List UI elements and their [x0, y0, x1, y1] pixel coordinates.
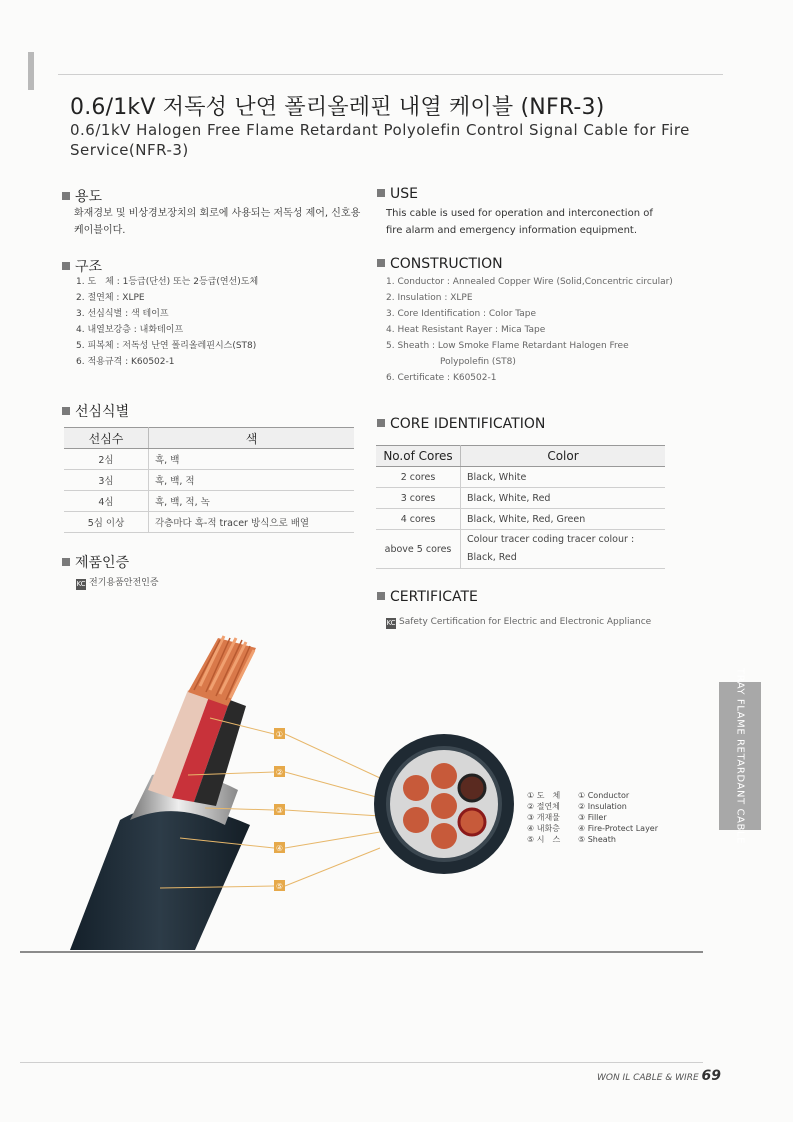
- kc-mark-icon: KC: [76, 580, 86, 588]
- legend-item: ③ Filler: [578, 813, 607, 822]
- page-title-korean: 0.6/1kV 저독성 난연 폴리올레핀 내열 케이블 (NFR-3): [70, 95, 605, 120]
- construction-ko-heading: 구조: [62, 256, 102, 276]
- legend-item: ⑤ Sheath: [578, 835, 616, 844]
- list-item: 5. 피복체 : 저독성 난연 폴리올레핀시스(ST8): [76, 341, 257, 351]
- callout-label-3: ③: [275, 806, 284, 815]
- construction-en-heading: CONSTRUCTION: [377, 256, 503, 272]
- list-item: 2. Insulation : XLPE: [386, 293, 473, 303]
- table-header: 선심수: [64, 428, 149, 449]
- table-cell: 5심 이상: [64, 512, 149, 533]
- list-item: 3. 선심식별 : 색 테이프: [76, 309, 169, 319]
- cable-cross-section: [372, 732, 522, 882]
- legend-item: ④ 내화층: [527, 824, 560, 833]
- table-header-row: [64, 428, 354, 449]
- legend-item: ① Conductor: [578, 791, 630, 800]
- table-cell: 4 cores: [376, 509, 461, 530]
- list-item: 2. 절연체 : XLPE: [76, 293, 145, 303]
- table-cell: 3 cores: [376, 488, 461, 509]
- list-item: 4. 내열보강층 : 내화테이프: [76, 325, 184, 335]
- bottom-rule: [20, 951, 703, 953]
- footer-brand: WON IL CABLE & WIRE: [596, 1073, 699, 1083]
- table-row: [376, 509, 665, 530]
- list-item: 6. Certificate : K60502-1: [386, 373, 497, 383]
- cert-en-line: [386, 614, 651, 630]
- list-item: Polypolefin (ST8): [440, 357, 516, 367]
- footer: [597, 1068, 721, 1084]
- table-row: [64, 512, 354, 533]
- list-item: 4. Heat Resistant Rayer : Mica Tape: [386, 325, 546, 335]
- list-item: 1. Conductor : Annealed Copper Wire (Solid,Concentric circular): [386, 277, 673, 287]
- cable-illustration: [60, 620, 390, 955]
- footer-rule: [20, 1062, 703, 1063]
- table-header-row: [376, 446, 665, 467]
- left-accent-bar: [28, 52, 34, 90]
- usage-en-text: This cable is used for operation and interconection of fire alarm and emergency information equipment.: [386, 208, 653, 236]
- legend-item: ② 절연체: [527, 802, 560, 811]
- table-cell: 4심: [64, 491, 149, 512]
- legend-english: [578, 790, 658, 845]
- list-item: 6. 적용규격 : K60502-1: [76, 357, 175, 367]
- section-side-tab: [719, 667, 761, 845]
- table-cell: 2 cores: [376, 467, 461, 488]
- table-cell: 2심: [64, 449, 149, 470]
- table-cell: 흑, 백: [149, 449, 355, 470]
- table-cell: 흑, 백, 적: [149, 470, 355, 491]
- copper-conductor: [188, 636, 256, 706]
- table-cell: 3심: [64, 470, 149, 491]
- sheath-layer: [70, 806, 250, 950]
- table-row: [64, 449, 354, 470]
- table-cell: above 5 cores: [376, 530, 461, 569]
- list-item: 5. Sheath : Low Smoke Flame Retardant Halogen Free: [386, 341, 629, 351]
- core-en-heading: CORE IDENTIFICATION: [377, 416, 545, 432]
- table-row: [376, 467, 665, 488]
- list-item: 1. 도 체 : 1등급(단선) 또는 2등급(연선)도체: [76, 277, 259, 287]
- side-tab-label: TRAY FLAME RETARDANT CABLE: [734, 667, 746, 845]
- table-cell: Colour tracer coding tracer colour : Black, Red: [461, 530, 666, 569]
- cross-section-leaders: [285, 734, 380, 886]
- callout-label-2: ②: [275, 768, 284, 777]
- core-en-table: [376, 445, 665, 569]
- table-cell: Black, White, Red, Green: [461, 509, 666, 530]
- core-ko-heading: 선심식별: [62, 401, 129, 421]
- legend-item: ③ 개재물: [527, 813, 560, 822]
- table-row: [64, 470, 354, 491]
- table-row: [376, 488, 665, 509]
- construction-en-list: [386, 274, 686, 386]
- legend-item: ① 도 체: [527, 791, 561, 800]
- legend-item: ⑤ 시 스: [527, 835, 561, 844]
- cert-ko-line: [76, 575, 159, 591]
- callout-label-4: ④: [275, 844, 284, 853]
- callout-label-5: ⑤: [275, 882, 284, 891]
- cert-ko-heading: 제품인증: [62, 552, 129, 572]
- page-title-english: 0.6/1kV Halogen Free Flame Retardant Polyolefin Control Signal Cable for Fire Service(NFR-3): [70, 121, 690, 159]
- page-number: 69: [701, 1068, 721, 1084]
- top-rule: [58, 74, 723, 75]
- cert-ko-text: 전기용품안전인증: [89, 578, 159, 588]
- cert-en-text: Safety Certification for Electric and Electronic Appliance: [399, 617, 652, 627]
- table-row: [376, 530, 665, 569]
- usage-ko-heading: 용도: [62, 186, 102, 206]
- table-cell: Black, White: [461, 467, 666, 488]
- legend-item: ② Insulation: [578, 802, 627, 811]
- table-cell: 각층마다 흑-적 tracer 방식으로 배열: [149, 512, 355, 533]
- kc-mark-icon: KC: [386, 619, 396, 627]
- core-ko-table: [64, 427, 354, 533]
- table-row: [64, 491, 354, 512]
- table-cell: Black, White, Red: [461, 488, 666, 509]
- usage-ko-text: 화재경보 및 비상경보장치의 회로에 사용되는 저독성 제어, 신호용 케이블이다.: [74, 208, 361, 236]
- table-header: No.of Cores: [376, 446, 461, 467]
- cert-en-heading: CERTIFICATE: [377, 589, 478, 605]
- legend-korean: [527, 790, 560, 845]
- construction-ko-list: [76, 274, 366, 370]
- usage-en-heading: USE: [377, 186, 418, 202]
- table-header: 색: [149, 428, 355, 449]
- table-cell: 흑, 백, 적, 녹: [149, 491, 355, 512]
- callout-label-1: ①: [275, 730, 284, 739]
- table-header: Color: [461, 446, 666, 467]
- legend-item: ④ Fire-Protect Layer: [578, 824, 659, 833]
- list-item: 3. Core Identification : Color Tape: [386, 309, 537, 319]
